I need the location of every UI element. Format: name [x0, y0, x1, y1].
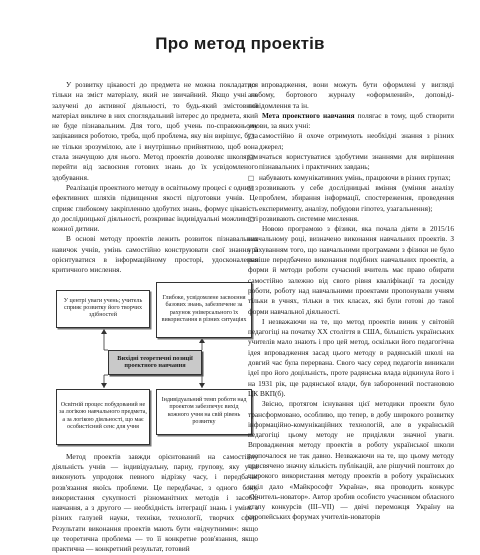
- goal-intro: [248, 111, 454, 132]
- list-item: □ набувають комунікативних умінь, працюючи в різних групах;: [248, 173, 454, 183]
- diagram-box-bottom-left: Освітній процес побудований не за логікою навчального предмета, а за логікою діяльності, що має особистісний сенс для учня: [56, 389, 150, 445]
- paragraph: Звісно, протягом існування цієї методики проекти було трансформовано, особливо, що тепер, в добу широкого розвитку інформаційно-комунікаційних технологій, але в українській педагогіці цьому методу не приділяли значної уваги. Впровадження методу проектів в роботу української школи розпочалося не так давно. Незважаючи на те, що цьому методу присвячено значну кількість публікацій, але рішучий поштовх до широкого використання методу проектів в роботу українських шкіл дало «Майкрософт Україна», яка проводить конкурс «Учитель-новатор». Автор зробив особисто учасником обласного етапу конкурсів (ІІІ–VII) — двічі переможця Україну на європейських форумах учителів-новаторів: [248, 399, 454, 522]
- paragraph: Реалізація проектного методу в освітньому процесі є одним з ефективних шляхів підвищення якості підготовки учнів. Це сприяє глибокому закріпленню здобутих знань, формує цікавість до дослідницької діяльності, розкриває індивідуальні можливості кожної дитини.: [52, 182, 258, 234]
- paragraph: В основі методу проектів лежить розвиток пізнавальних навичок учнів, умінь самостійно конструювати свої знання й орієнтуватися в інформаційному просторі, удосконалення критичного мислення.: [52, 234, 258, 275]
- arrow-up-icon: [199, 338, 205, 343]
- paragraph: Новою програмою з фізики, яка почала діяти в 2015/16 навчальному році, визначено виконання навчальних проектів. З урахуванням того, що навчальними програмами з фізики не було раніше передбачено виконання подібних навчальних проектів, а форми й методи роботи сучасний вчитель має право обирати самостійно залежно від свого рівня кваліфікації та досвіду роботи, роботу над навчальними проектами пропонували учням тільки в учнях, тільки в тих класах, які були готові до такої форми навчальної діяльності.: [248, 224, 454, 316]
- paragraph: Метод проектів завжди орієнтований на самостійну діяльність учнів — індивідуальну, парну, групову, яку учні виконують упродовж певного відрізку часу, і передбачає розв'язання якоїсь проблеми. Це передбачає, з одного боку, використання сукупності різноманітних методів і засобів навчання, а з другого — необхідність інтеграції знань і умінь з різних галузей науки, техніки, технології, творчих сфер. Результати виконання проектів мають бути «відчутними»: якщо це теоретична проблема — то її конкретне розв'язання, якщо практична — конкретний результат, готовий: [52, 451, 258, 554]
- arrow-down-icon: [101, 383, 107, 388]
- goal-list: [248, 131, 454, 224]
- list-item: □ розвивають у себе дослідницькі вміння (уміння аналізу проблем, збирання інформації, спостереження, проведення експерименту, аналізу, побудови гіпотез, узагальнення);: [248, 183, 454, 214]
- left-column: [52, 80, 258, 555]
- diagram-box-bottom-right: Індивідуальний темп роботи над проектом забезпечує вихід кожного учня на свій рівень розвитку: [156, 389, 252, 435]
- paragraph: У розвитку цікавості до предмета не можна покладатися тільки на зміст матеріалу, який не звичайний. Якщо учні не залучені до активної діяльності, то будь-який змістовний матеріал викличе в них споглядальний інтерес до предмета, який не буде пізнавальним. Для того, щоб учень по-справжньому зацікавився роботою, треба, щоб проблема, яку він вирішує, була не тільки зрозумілою, але і внутрішньо прийнятною, щоб вона стала значущою для нього. Метод проектів дозволяє школярам перейти від засвоєння готових знань до їх усвідомленого здобування.: [52, 80, 258, 182]
- paragraph: до впровадження, вони можуть бути оформлені у вигляді альбому, бортового журналу «оформлений», доповіді-повідомлення та ін.: [248, 80, 454, 110]
- paragraph: І незважаючи на те, що метод проектів виник у світовій педагогіці на початку XX століття в США, більшість українських учителів мало знають і про цей метод, оскільки його педагогічна ідея впровадження засад цього методу в радянській школі на довгий час була перервана. Свого часу серед педагогів виникали ідеї про його доцільність, проте радянська влада відкинула його і на 1931 рік, ще радянської влади, був заборонений постановою ЦК ВКП(б).: [248, 316, 454, 398]
- list-item: □ розвивають системне мислення.: [248, 214, 454, 224]
- goal-heading: Мета проектного навчання: [262, 110, 355, 120]
- project-learning-diagram: [52, 280, 258, 447]
- right-column: [248, 80, 454, 523]
- diagram-box-top-left: У центрі уваги учень; учитель сприяє розвитку його творчих здібностей: [56, 290, 150, 328]
- diagram-box-top-right: Глибоке, усвідомлене засвоєння базових знань, забезпечене за рахунок універсального їх використання в різних ситуаціях: [156, 282, 252, 338]
- goal-intro-text: полягає в тому, щоб створити умови, за яких учні:: [248, 110, 454, 131]
- diagram-box-center: Вихідні теоретичні позиції проектного навчання: [108, 350, 202, 375]
- arrow-down-icon: [199, 383, 205, 388]
- list-item: □ самостійно й охоче отримують необхідні знання з різних джерел;: [248, 131, 454, 152]
- list-item: □ вчаться користуватися здобутими знаннями для вирішення пізнавальних і практичних завдань;: [248, 152, 454, 173]
- arrow-up-icon: [101, 329, 107, 334]
- page-title: Про метод проектів: [155, 34, 325, 53]
